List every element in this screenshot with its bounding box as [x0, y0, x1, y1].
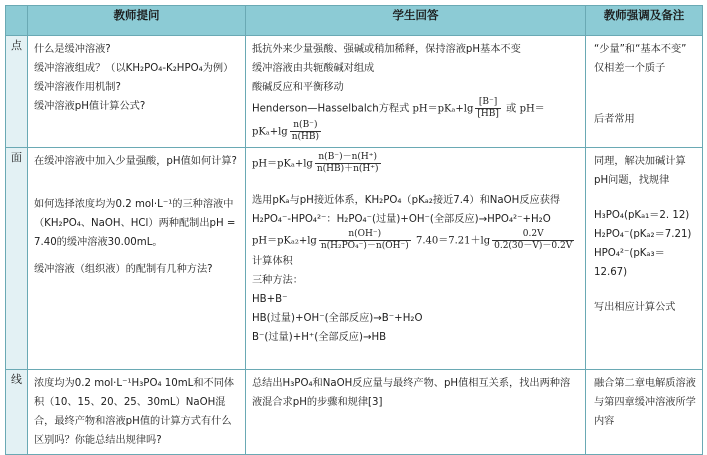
answer-line: H₂PO₄⁻-HPO₄²⁻：H₂PO₄⁻(过量)+OH⁻(全部反应)→HPO₄²⁻+H₂O	[252, 214, 551, 225]
formula-line	[252, 229, 579, 271]
row-label-dian: 点	[6, 36, 28, 148]
note-cell	[586, 370, 703, 455]
answer-line: 抵抗外来少量强酸、强碱或稍加稀释，保持溶液pH基本不变	[252, 44, 521, 55]
header-blank	[6, 6, 28, 36]
note-line: 写出相应计算公式	[594, 302, 676, 313]
note-line: 融合第二章电解质溶液与第四章缓冲溶液所学内容	[594, 378, 696, 427]
note-line: pH问题，找规律	[594, 175, 670, 186]
fraction-numerator: 0.2V	[492, 229, 574, 241]
table-row	[6, 370, 703, 455]
question-line: 缓冲溶液组成？（以KH₂PO₄-K₂HPO₄为例）	[34, 63, 234, 74]
formula-middle: 7.40＝7.21＋lg	[415, 235, 491, 247]
answer-line: 总结出H₃PO₄和NaOH反应量与最终产物、pH值相互关系，找出两种溶液混合求pH的步骤和规律[3]	[252, 378, 571, 408]
formula-prefix: pH＝pKₐ₂+lg	[252, 235, 317, 247]
formula-prefix: pH＝pKₐ+lg	[252, 103, 545, 138]
fraction-numerator: n(B⁻)	[290, 120, 321, 132]
question-line: 缓冲溶液pH值计算公式?	[34, 101, 146, 112]
formula-prefix: pH＝pKₐ+lg	[412, 103, 474, 115]
row-label-mian: 面	[6, 148, 28, 370]
pka-line: H₂PO₄⁻(pKₐ₂＝7.21)	[594, 229, 692, 240]
answer-cell	[246, 370, 586, 455]
note-cell	[586, 36, 703, 148]
note-line: “少量”和“基本不变”	[594, 44, 687, 55]
formula-fraction	[290, 120, 321, 143]
formula-tail: 计算体积	[252, 256, 293, 267]
fraction-denominator: n(HB)＋n(H⁺)	[316, 164, 379, 174]
table-row	[6, 148, 703, 370]
pka-line: HPO₄²⁻(pKₐ₃＝12.67)	[594, 248, 665, 278]
lesson-table-wrapper	[5, 5, 702, 446]
header-student-answer: 学生回答	[246, 6, 586, 36]
formula-fraction	[492, 229, 574, 252]
answer-cell	[246, 36, 586, 148]
fraction-denominator: [HB]	[477, 109, 499, 119]
row-label-xian: 线	[6, 370, 28, 455]
question-cell	[28, 148, 246, 370]
fraction-denominator: n(HB)	[291, 132, 319, 142]
method-line: B⁻(过量)+H⁺(全部反应)→HB	[252, 332, 387, 343]
method-line: HB+B⁻	[252, 294, 288, 305]
question-line: 浓度均为0.2 mol·L⁻¹H₃PO₄ 10mL和不同体积（10、15、20、25、30mL）NaOH混合，最终产物和溶液pH值的计算方式有什么区别吗？你能总结出规律吗?	[34, 378, 235, 446]
header-teacher-question: 教师提问	[28, 6, 246, 36]
fraction-numerator: [B⁻]	[475, 97, 501, 109]
note-line: 仅相差一个质子	[594, 63, 666, 74]
fraction-numerator: n(B⁻)－n(H⁺)	[315, 152, 381, 164]
pka-line: H₃PO₄(pKₐ₁＝2. 12)	[594, 210, 690, 221]
question-line: 缓冲溶液作用机制?	[34, 82, 121, 93]
fraction-numerator: n(OH⁻)	[319, 229, 411, 241]
question-cell	[28, 370, 246, 455]
answer-cell	[246, 148, 586, 370]
note-line: 后者常用	[594, 114, 635, 125]
fraction-denominator: 0.2(30－V)－0.2V	[494, 241, 573, 251]
or-text: 或	[506, 103, 517, 115]
answer-line: 选用pKₐ与pH接近体系，KH₂PO₄（pKₐ₂接近7.4）和NaOH反应获得	[252, 195, 561, 206]
table-row	[6, 36, 703, 148]
note-cell	[586, 148, 703, 370]
question-line: 如何选择浓度均为0.2 mol·L⁻¹的三种溶液中（KH₂PO₄、NaOH、HCl）两种配制出pH = 7.40的缓冲溶液30.00mL。	[34, 199, 236, 248]
header-row	[6, 6, 703, 36]
note-line: 同理，解决加碱计算	[594, 156, 686, 167]
method-line: HB(过量)+OH⁻(全部反应)→B⁻+H₂O	[252, 313, 423, 324]
answer-line: 缓冲溶液由共轭酸碱对组成	[252, 63, 375, 74]
formula-fraction	[319, 229, 411, 252]
hh-label: Henderson—Hasselbalch方程式	[252, 103, 410, 115]
question-line: 在缓冲溶液中加入少量强酸，pH值如何计算?	[34, 156, 237, 167]
formula-line	[252, 152, 579, 175]
formula-prefix: pH＝pKₐ+lg	[252, 158, 313, 170]
header-teacher-notes: 教师强调及备注	[586, 6, 703, 36]
question-cell	[28, 36, 246, 148]
question-line: 什么是缓冲溶液?	[34, 44, 111, 55]
lesson-table	[5, 5, 703, 455]
formula-fraction	[475, 97, 501, 120]
hh-equation-line	[252, 97, 579, 143]
question-line: 缓冲溶液（组织液）的配制有几种方法?	[34, 264, 213, 275]
fraction-denominator: n(H₂PO₄⁻)－n(OH⁻)	[320, 241, 409, 251]
answer-line: 酸碱反应和平衡移动	[252, 82, 344, 93]
formula-fraction	[315, 152, 381, 175]
methods-title: 三种方法：	[252, 275, 303, 286]
